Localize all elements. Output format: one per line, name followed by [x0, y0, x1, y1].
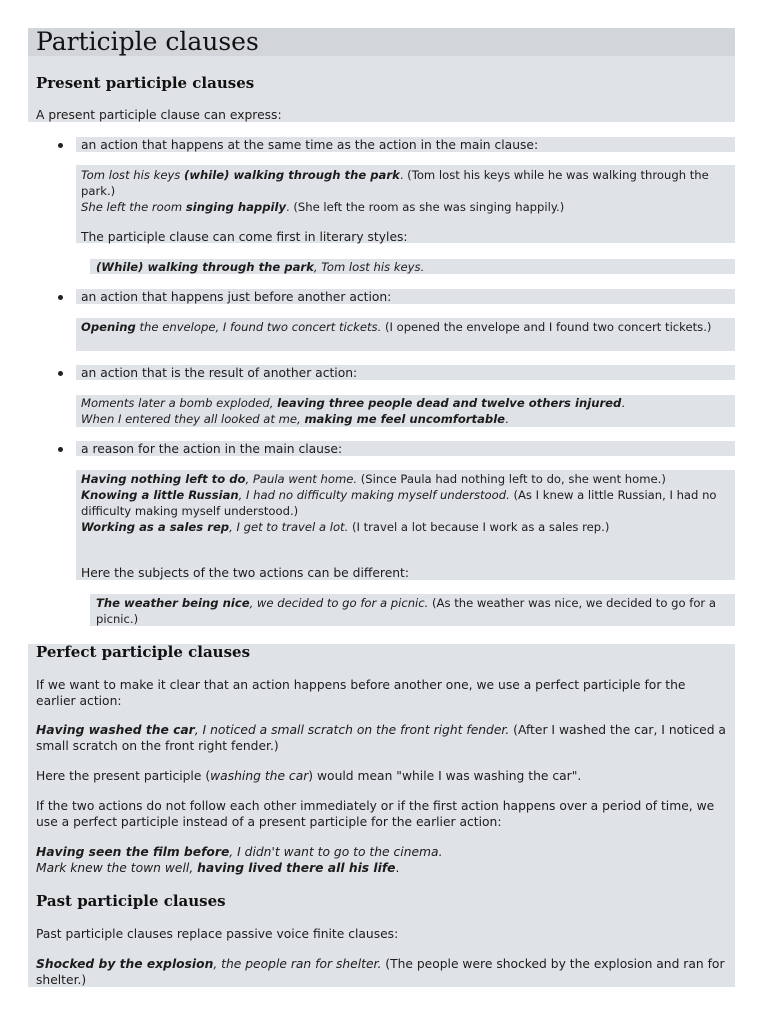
- example-bold: Having washed the car: [36, 723, 195, 737]
- note-text: Here the present participle (: [36, 769, 211, 783]
- example-gloss: (As I knew a little Russian, I had no difficulty making myself understood.): [81, 488, 717, 518]
- example-gloss: . (She left the room as she was singing happily.): [286, 200, 565, 214]
- example-italic: , I noticed a small scratch on the front right fender.: [194, 723, 510, 737]
- example-gloss: (I opened the envelope and I found two concert tickets.): [381, 320, 712, 334]
- example-gloss: .: [395, 861, 400, 875]
- example-bold: having lived there all his life: [197, 861, 396, 875]
- perfect-examples-2: [36, 844, 726, 876]
- perfect-intro: If we want to make it clear that an action happens before another one, we use a perfect participle for the earlier action:: [36, 678, 686, 708]
- example-block-1: [81, 167, 731, 215]
- example-gloss: (Since Paula had nothing left to do, she went home.): [357, 472, 666, 486]
- example-line: [36, 860, 726, 876]
- perfect-example-1: [36, 722, 726, 754]
- past-heading: Past participle clauses: [36, 892, 226, 910]
- bullet-dot: [58, 447, 63, 452]
- example-line: [81, 167, 731, 199]
- example-bold: Knowing a little Russian: [81, 488, 239, 502]
- bullet-dot: [58, 143, 63, 148]
- bullet2-label: an action that happens just before another action:: [81, 290, 392, 304]
- example-italic: Mark knew the town well,: [36, 861, 198, 875]
- example-italic: She left the room: [81, 200, 186, 214]
- example-line: [81, 319, 731, 335]
- example-line: [96, 595, 732, 627]
- perfect-heading: Perfect participle clauses: [36, 643, 251, 661]
- bullet1-label: an action that happens at the same time as the action in the main clause:: [81, 138, 539, 152]
- bullet3-label: an action that is the result of another action:: [81, 366, 358, 380]
- example-gloss: (After I washed the car, I noticed a small scratch on the front right fender.): [36, 723, 726, 753]
- bullet4-label: a reason for the action in the main clause:: [81, 442, 343, 456]
- example-bold: Having nothing left to do: [81, 472, 246, 486]
- example-line: [81, 519, 731, 535]
- example-gloss: . (Tom lost his keys while he was walking through the park.): [81, 168, 709, 198]
- past-intro: Past participle clauses replace passive voice finite clauses:: [36, 927, 399, 941]
- example-block-4: [81, 471, 731, 535]
- example-bold: (While) walking through the park: [96, 260, 314, 274]
- bullet-dot: [58, 295, 63, 300]
- example-bold: Opening: [81, 320, 136, 334]
- example-line: [81, 487, 731, 519]
- present-intro: A present participle clause can express:: [36, 108, 282, 122]
- example-gloss: (The people were shocked by the explosion and ran for shelter.): [36, 957, 725, 987]
- example-bold: singing happily: [185, 200, 287, 214]
- example-block-2: [81, 319, 731, 335]
- example-line: [36, 956, 734, 988]
- example-gloss: .: [505, 412, 509, 426]
- example-italic: , Paula went home.: [245, 472, 358, 486]
- example-bold: The weather being nice: [96, 596, 250, 610]
- example-line: [81, 471, 731, 487]
- note-italic: washing the car: [210, 769, 309, 783]
- note-text: ) would mean "while I was washing the car".: [308, 769, 582, 783]
- example-italic: When I entered they all looked at me,: [81, 412, 305, 426]
- example-line: [81, 395, 731, 411]
- example-bold: Shocked by the explosion: [36, 957, 214, 971]
- example-italic: , I get to travel a lot.: [229, 520, 349, 534]
- example-italic: the envelope, I found two concert tickets.: [135, 320, 382, 334]
- example-italic: , Tom lost his keys.: [313, 260, 425, 274]
- example-gloss: .: [621, 396, 626, 410]
- example-italic: , I had no difficulty making myself understood.: [238, 488, 510, 502]
- example-bold: (while) walking through the park: [184, 168, 400, 182]
- example-bold: making me feel uncomfortable: [304, 412, 506, 426]
- example-italic: Tom lost his keys: [81, 168, 185, 182]
- present-heading: Present participle clauses: [36, 74, 255, 92]
- past-example-1: [36, 956, 734, 988]
- example-bold: leaving three people dead and twelve others injured: [277, 396, 622, 410]
- example-block-4b: [96, 595, 732, 627]
- example-line: [36, 844, 726, 860]
- example-block-1b: [96, 259, 424, 275]
- example-italic: , the people ran for shelter.: [213, 957, 382, 971]
- example-bold: Having seen the film before: [36, 845, 230, 859]
- example-gloss: (As the weather was nice, we decided to go for a picnic.): [96, 596, 716, 626]
- example-line: [81, 199, 731, 215]
- example-italic: , we decided to go for a picnic.: [249, 596, 429, 610]
- page-title: Participle clauses: [36, 27, 259, 56]
- example-line: [36, 722, 726, 754]
- example-bold: Working as a sales rep: [81, 520, 230, 534]
- bullet-dot: [58, 371, 63, 376]
- subjects-note: Here the subjects of the two actions can be different:: [81, 566, 410, 580]
- example-block-3: [81, 395, 731, 427]
- example-line: [81, 411, 731, 427]
- perfect-explanation: If the two actions do not follow each other immediately or if the first action happens over a period of time, we use a perfect participle instead of a present participle for the earlier action:: [36, 799, 715, 829]
- example-gloss: (I travel a lot because I work as a sales rep.): [348, 520, 610, 534]
- example-italic: Moments later a bomb exploded,: [81, 396, 278, 410]
- literary-note: The participle clause can come first in literary styles:: [81, 230, 408, 244]
- perfect-note: [36, 768, 726, 784]
- example-italic: , I didn't want to go to the cinema.: [229, 845, 443, 859]
